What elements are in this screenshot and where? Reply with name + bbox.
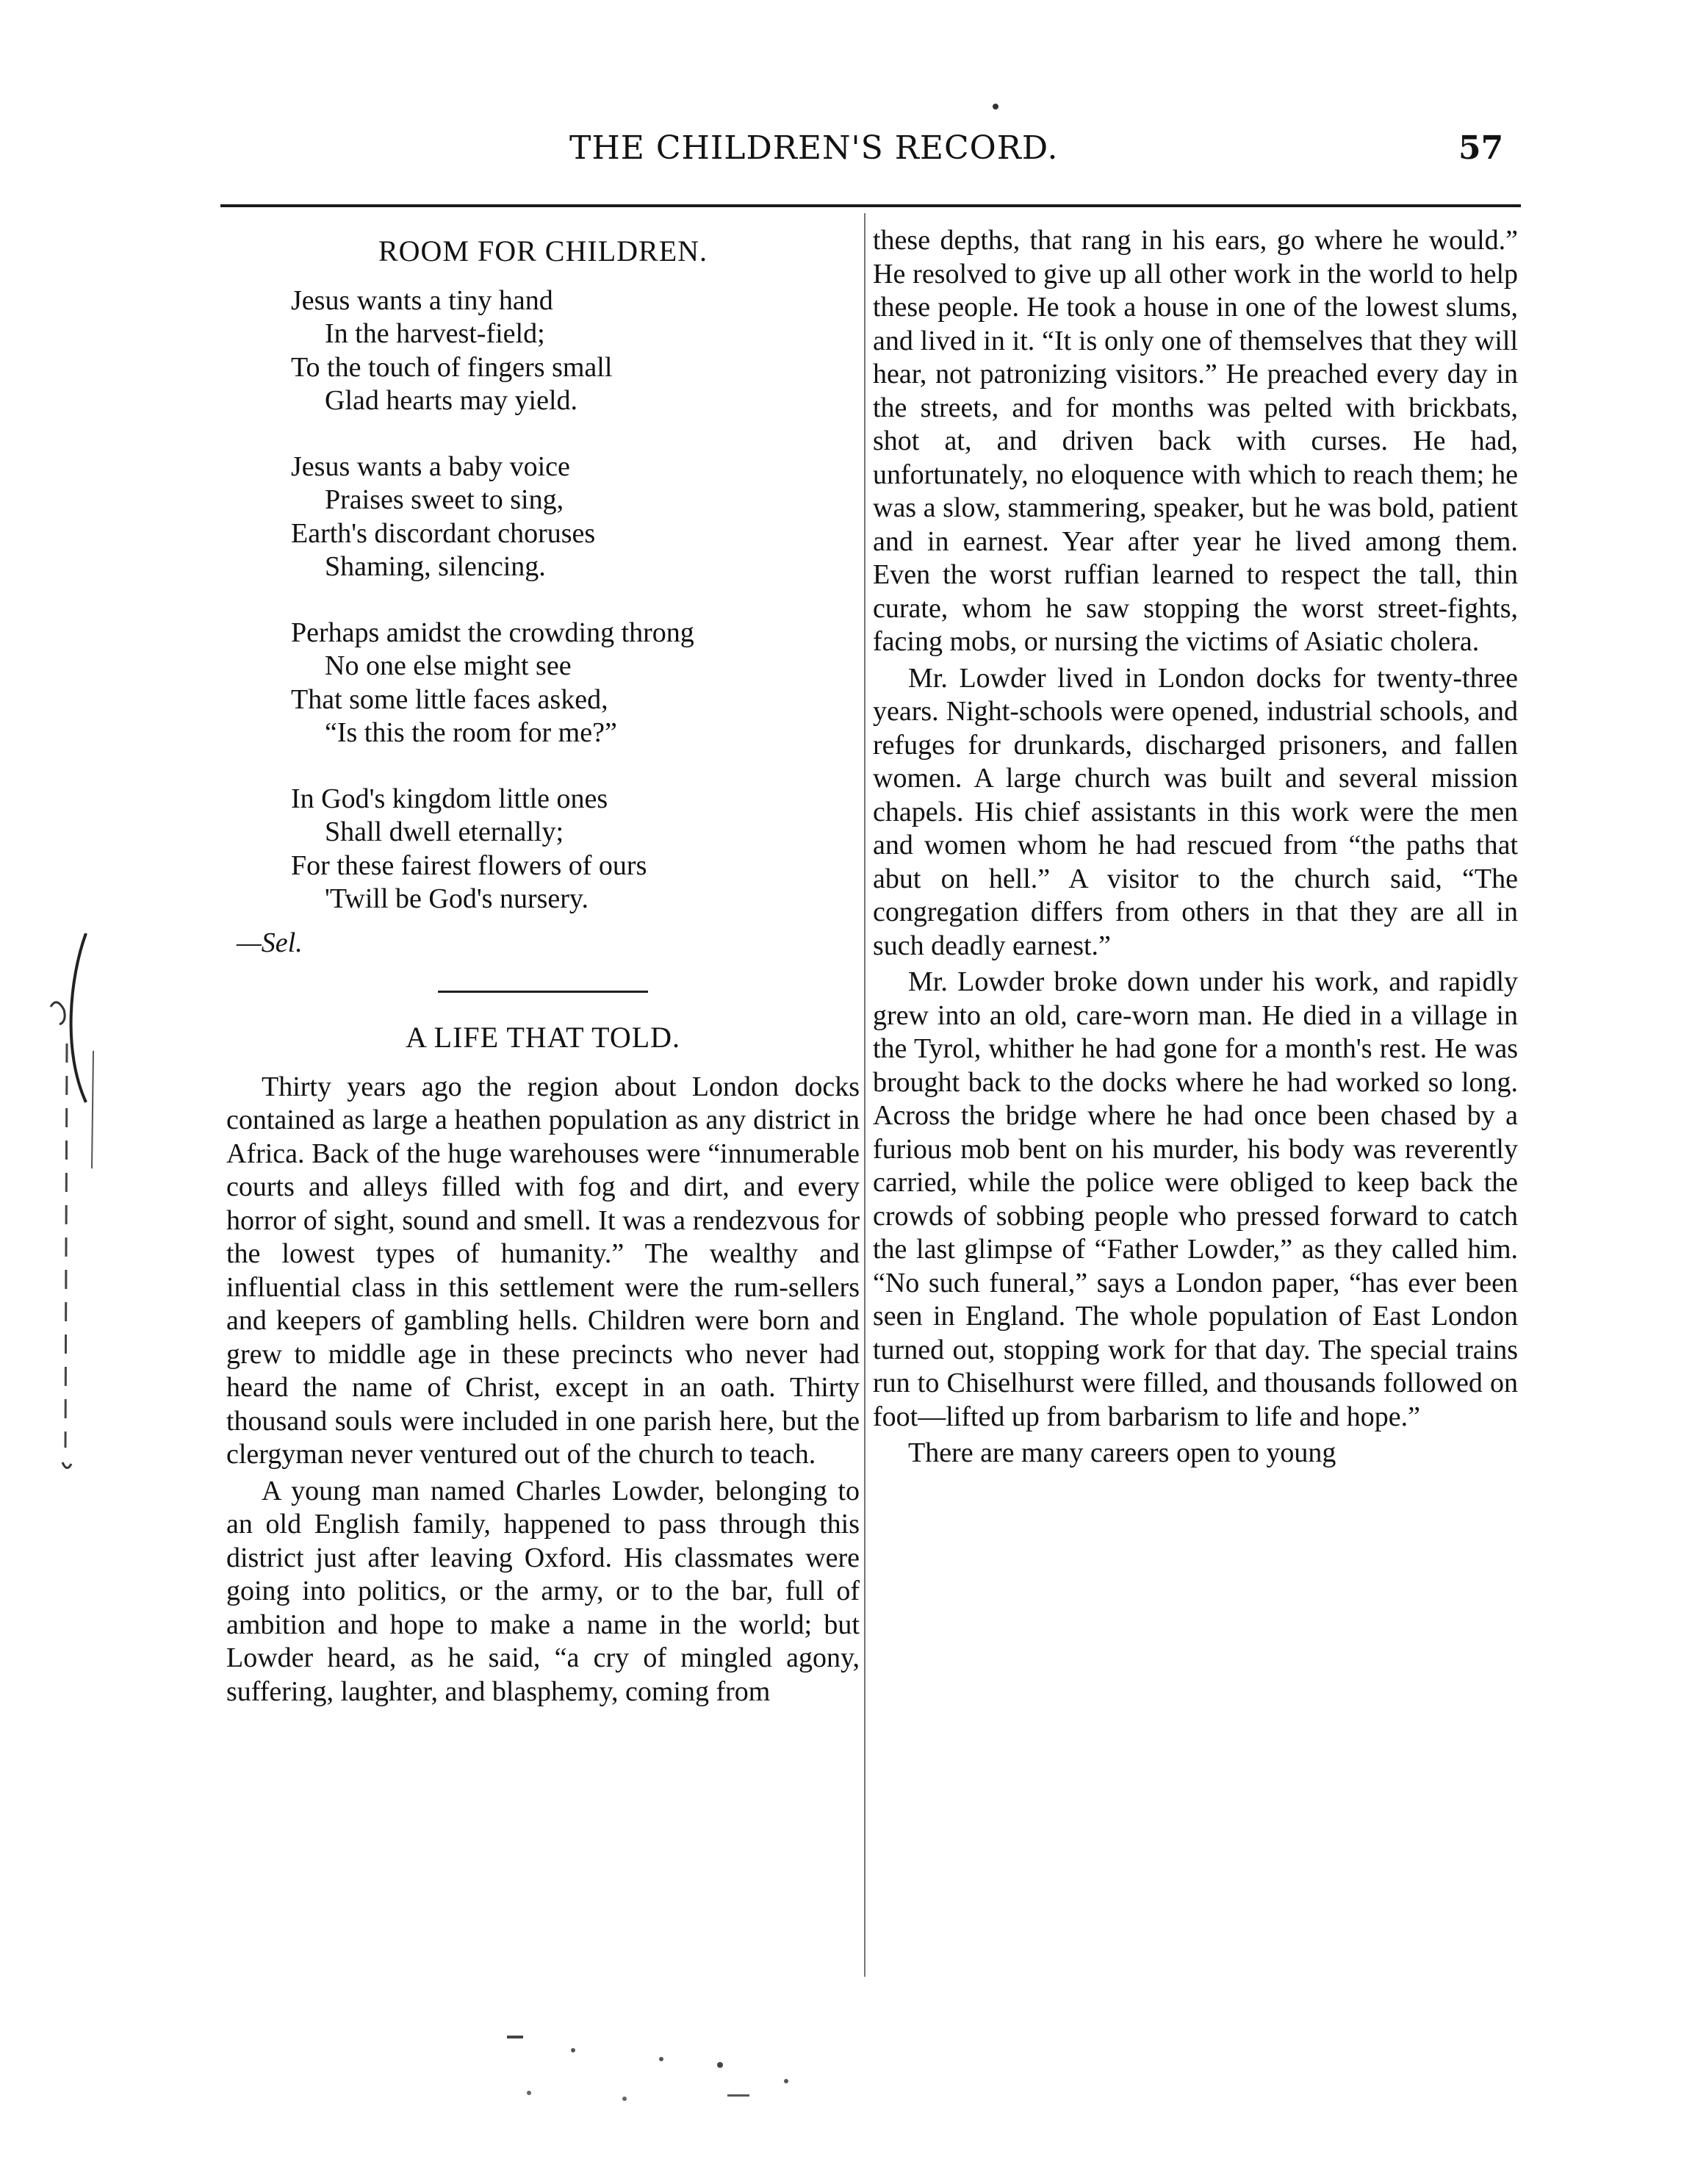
- poem-line: Jesus wants a baby voice: [291, 450, 570, 482]
- article-paragraph: There are many careers open to young: [908, 1437, 1336, 1468]
- left-column: [226, 224, 860, 1711]
- column-divider: [864, 213, 866, 1977]
- poem-line: Perhaps amidst the crowding throng: [291, 617, 694, 648]
- header-rule: [220, 204, 1521, 207]
- poem-line: In the harvest-field;: [325, 318, 545, 349]
- running-head: [0, 129, 1695, 181]
- article-paragraph: Thirty years ago the region about London docks contained as large a heathen population as any district in Africa. Back of the huge warehouses were “innumerable courts and alleys filled with fog and dirt, and every horror of sight, sound and smell. It was a rendezvous for the lowest types of humanity.” The wealthy and influential class in this settlement were the rum-sellers and keepers of gambling hells. Children were born and grew to middle age in these precincts who never had heard the name of Christ, except in an oath. Thirty thousand souls were included in one parish here, but the clergyman never ventured out of the church to teach.: [226, 1071, 860, 1470]
- poem-line: “Is this the room for me?”: [325, 717, 617, 748]
- poem-line: In God's kingdom little ones: [291, 783, 608, 814]
- article-paragraph: these depths, that rang in his ears, go where he would.” He resolved to give up all other work in the world to help these people. He took a house in one of the lowest slums, and lived in it. “It is only one of themselves that they will hear, not patronizing visitors.” He preached every day in the streets, and for months was pelted with brickbats, shot at, and driven back with curses. He had, unfortunately, no eloquence with which to reach them; he was a slow, stammering, speaker, but he was bold, patient and in earnest. Year after year he lived among them. Even the worst ruffian learned to respect the tall, thin curate, whom he saw stopping the worst street-fights, facing mobs, or nursing the victims of Asiatic cholera.: [873, 225, 1518, 657]
- poem-line: To the touch of fingers small: [291, 351, 613, 383]
- article-title: A LIFE THAT TOLD.: [405, 1021, 681, 1054]
- poem-line: For these fairest flowers of ours: [291, 849, 647, 881]
- article-paragraph: Mr. Lowder broke down under his work, and rapidly grew into an old, care-worn man. He died in a village in the Tyrol, whither he had gone for a month's rest. He was brought back to the docks where he had worked so long. Across the bridge where he had once been chased by a furious mob bent on his murder, his body was reverently carried, while the police were obliged to keep back the crowds of sobbing people who pressed forward to catch the last glimpse of “Father Lowder,” as they called him. “No such funeral,” says a London paper, “has ever been seen in England. The whole population of East London turned out, stopping work for that day. The special trains run to Chiselhurst were filled, and thousands followed on foot—lifted up from barbarism to life and hope.”: [873, 966, 1518, 1432]
- poem-source: —Sel.: [237, 927, 303, 958]
- poem-line: Earth's discordant choruses: [291, 517, 596, 549]
- poem-stanza: [291, 783, 860, 916]
- poem-line: That some little faces asked,: [291, 683, 608, 715]
- poem-line: Shall dwell eternally;: [325, 816, 564, 847]
- poem-stanza: [291, 450, 860, 584]
- right-column: [873, 224, 1518, 1473]
- publication-title: THE CHILDREN'S RECORD.: [569, 129, 1059, 167]
- scan-specks-artifact: [478, 2014, 823, 2124]
- poem-stanza: [291, 284, 860, 418]
- poem-line: Glad hearts may yield.: [325, 385, 578, 416]
- page-number: 57: [1458, 129, 1504, 167]
- poem: [291, 284, 860, 916]
- section-rule: [438, 991, 648, 993]
- poem-title: ROOM FOR CHILDREN.: [378, 234, 708, 267]
- article-paragraph: Mr. Lowder lived in London docks for twenty-three years. Night-schools were opened, industrial schools, and refuges for drunkards, discharged prisoners, and fallen women. A large church was built and several mission chapels. His chief assistants in this work were the men and women whom he had rescued from “the paths that abut on hell.” A visitor to the church said, “The congregation differs from others in that they are all in such deadly earnest.”: [873, 662, 1518, 961]
- article-paragraph: A young man named Charles Lowder, belonging to an old English family, happened to pass through this district just after leaving Oxford. His classmates were going into politics, or the army, or to the bar, full of ambition and hope to make a name in the world; but Lowder heard, as he said, “a cry of mingled agony, suffering, laughter, and blasphemy, coming from: [226, 1475, 860, 1707]
- poem-stanza: [291, 617, 860, 750]
- poem-line: Jesus wants a tiny hand: [291, 284, 553, 316]
- poem-line: No one else might see: [325, 650, 572, 681]
- poem-line: Shaming, silencing.: [325, 551, 546, 582]
- scan-speck-artifact: [988, 99, 1003, 114]
- poem-line: Praises sweet to sing,: [325, 484, 564, 515]
- poem-line: 'Twill be God's nursery.: [325, 883, 589, 914]
- margin-marks-artifact: [40, 933, 129, 1492]
